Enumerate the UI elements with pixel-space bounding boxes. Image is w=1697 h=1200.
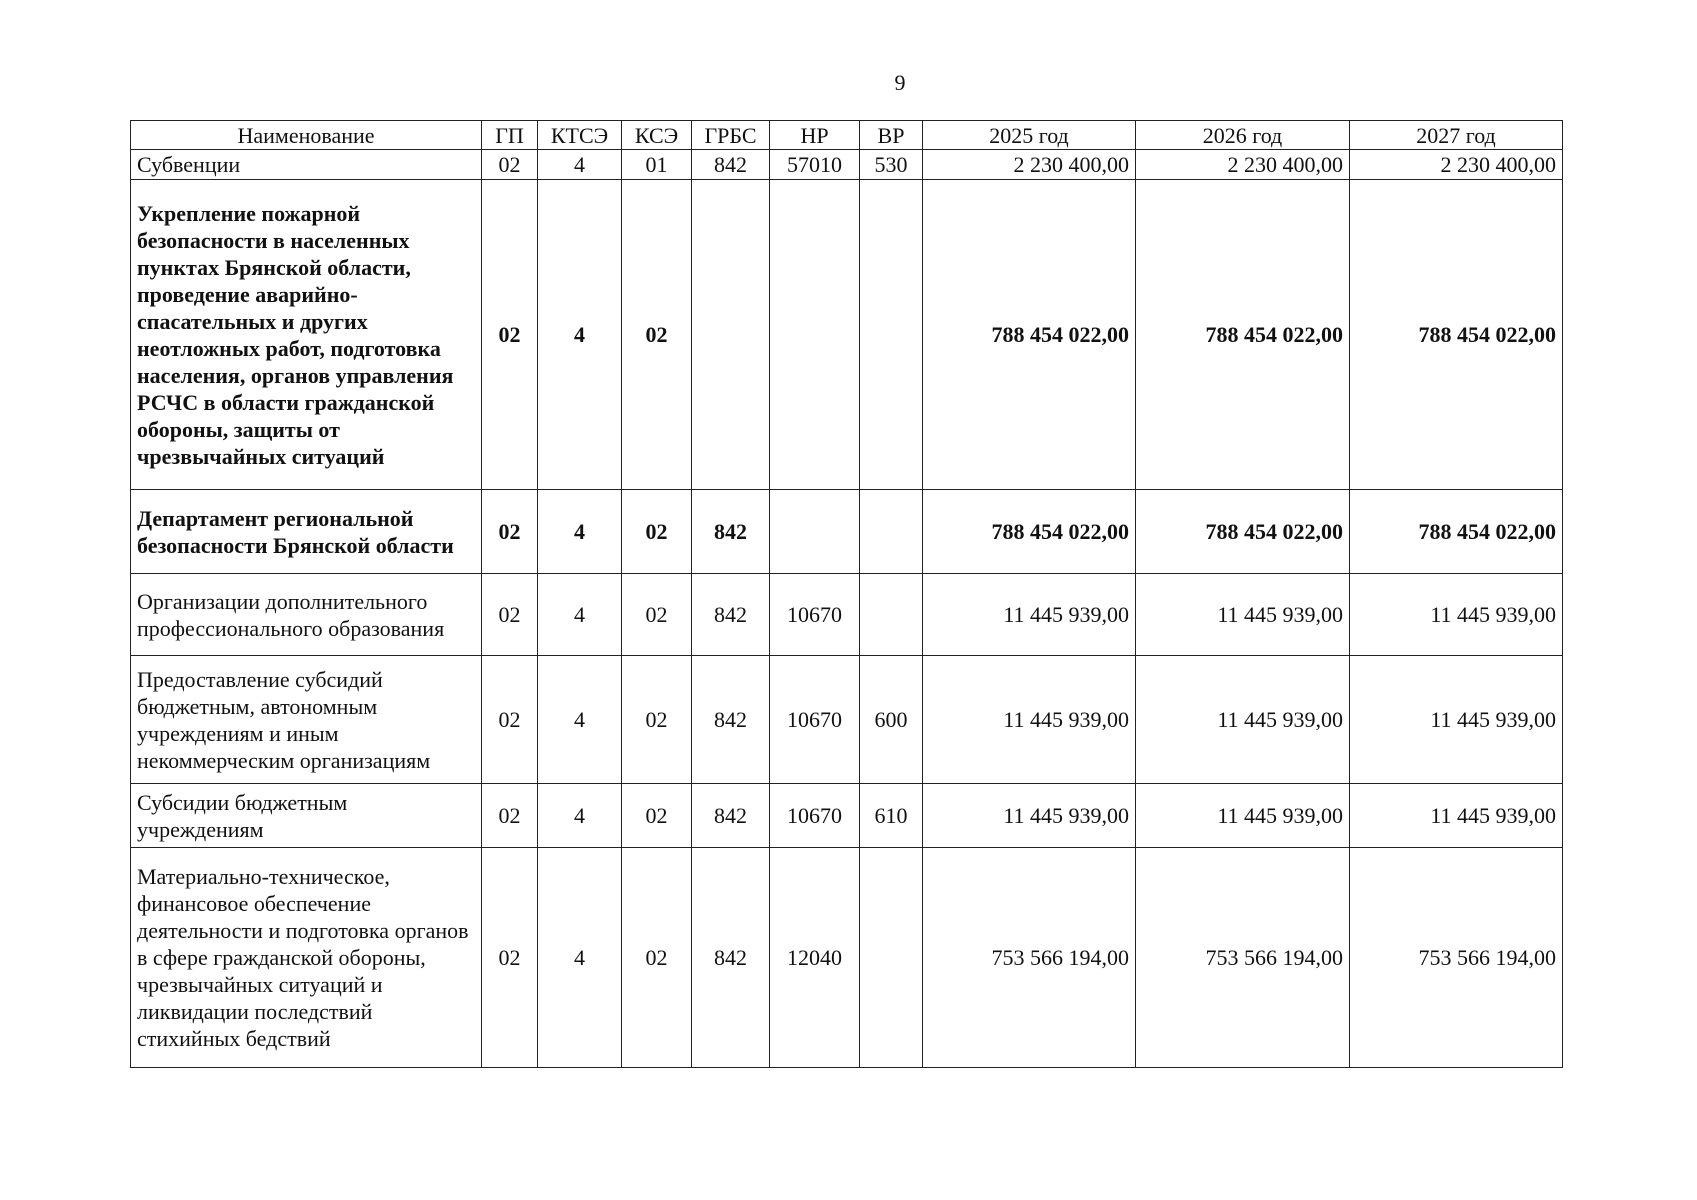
header-2026: 2026 год bbox=[1136, 121, 1350, 150]
row-ktse: 4 bbox=[538, 784, 622, 848]
row-2027: 788 454 022,00 bbox=[1350, 180, 1563, 490]
row-grbs: 842 bbox=[692, 784, 770, 848]
row-kse: 02 bbox=[622, 574, 692, 656]
row-2026: 11 445 939,00 bbox=[1136, 574, 1350, 656]
row-name: Субсидии бюджетным учреждениям bbox=[131, 784, 482, 848]
row-ktse: 4 bbox=[538, 180, 622, 490]
header-name: Наименование bbox=[131, 121, 482, 150]
row-2027: 753 566 194,00 bbox=[1350, 848, 1563, 1068]
header-vr: ВР bbox=[860, 121, 923, 150]
row-ktse: 4 bbox=[538, 656, 622, 784]
row-2026: 788 454 022,00 bbox=[1136, 490, 1350, 574]
table-row bbox=[131, 574, 1563, 656]
table-header-row bbox=[131, 121, 1563, 150]
row-grbs: 842 bbox=[692, 150, 770, 180]
row-gp: 02 bbox=[482, 848, 538, 1068]
row-ktse: 4 bbox=[538, 848, 622, 1068]
row-2026: 753 566 194,00 bbox=[1136, 848, 1350, 1068]
row-grbs: 842 bbox=[692, 656, 770, 784]
header-kse: КСЭ bbox=[622, 121, 692, 150]
row-name: Субвенции bbox=[131, 150, 482, 180]
row-vr bbox=[860, 490, 923, 574]
row-kse: 02 bbox=[622, 848, 692, 1068]
row-ktse: 4 bbox=[538, 574, 622, 656]
row-2027: 11 445 939,00 bbox=[1350, 574, 1563, 656]
row-2027: 2 230 400,00 bbox=[1350, 150, 1563, 180]
row-2025: 788 454 022,00 bbox=[923, 490, 1136, 574]
row-gp: 02 bbox=[482, 150, 538, 180]
row-2025: 11 445 939,00 bbox=[923, 574, 1136, 656]
header-nr: НР bbox=[770, 121, 860, 150]
row-2027: 788 454 022,00 bbox=[1350, 490, 1563, 574]
table-row bbox=[131, 656, 1563, 784]
row-vr: 610 bbox=[860, 784, 923, 848]
row-grbs: 842 bbox=[692, 574, 770, 656]
row-nr: 10670 bbox=[770, 574, 860, 656]
row-2027: 11 445 939,00 bbox=[1350, 784, 1563, 848]
row-grbs: 842 bbox=[692, 490, 770, 574]
row-kse: 02 bbox=[622, 490, 692, 574]
row-nr: 57010 bbox=[770, 150, 860, 180]
table-row bbox=[131, 784, 1563, 848]
row-grbs bbox=[692, 180, 770, 490]
header-gp: ГП bbox=[482, 121, 538, 150]
table-row bbox=[131, 150, 1563, 180]
row-name: Предоставление субсидий бюджетным, автономным учреждениям и иным некоммерческим организациям bbox=[131, 656, 482, 784]
row-2026: 11 445 939,00 bbox=[1136, 784, 1350, 848]
row-gp: 02 bbox=[482, 180, 538, 490]
row-vr bbox=[860, 848, 923, 1068]
row-2026: 11 445 939,00 bbox=[1136, 656, 1350, 784]
row-vr bbox=[860, 574, 923, 656]
row-2025: 11 445 939,00 bbox=[923, 784, 1136, 848]
page-number: 9 bbox=[894, 70, 906, 95]
row-gp: 02 bbox=[482, 784, 538, 848]
header-ktse: КТСЭ bbox=[538, 121, 622, 150]
table-row bbox=[131, 490, 1563, 574]
row-gp: 02 bbox=[482, 490, 538, 574]
row-vr: 530 bbox=[860, 150, 923, 180]
header-grbs: ГРБС bbox=[692, 121, 770, 150]
row-grbs: 842 bbox=[692, 848, 770, 1068]
row-kse: 02 bbox=[622, 180, 692, 490]
row-2025: 753 566 194,00 bbox=[923, 848, 1136, 1068]
row-2025: 2 230 400,00 bbox=[923, 150, 1136, 180]
row-ktse: 4 bbox=[538, 490, 622, 574]
header-2027: 2027 год bbox=[1350, 121, 1563, 150]
row-kse: 02 bbox=[622, 656, 692, 784]
row-vr bbox=[860, 180, 923, 490]
row-vr: 600 bbox=[860, 656, 923, 784]
row-nr bbox=[770, 490, 860, 574]
row-ktse: 4 bbox=[538, 150, 622, 180]
row-nr bbox=[770, 180, 860, 490]
row-gp: 02 bbox=[482, 574, 538, 656]
header-2025: 2025 год bbox=[923, 121, 1136, 150]
row-name: Материально-техническое, финансовое обеспечение деятельности и подготовка органов в сфере гражданской обороны, чрезвычайных ситуаций и ликвидации последствий стихийных бедствий bbox=[131, 848, 482, 1068]
row-kse: 01 bbox=[622, 150, 692, 180]
row-2026: 788 454 022,00 bbox=[1136, 180, 1350, 490]
table-row bbox=[131, 848, 1563, 1068]
row-name: Департамент региональной безопасности Брянской области bbox=[131, 490, 482, 574]
row-nr: 12040 bbox=[770, 848, 860, 1068]
row-2025: 11 445 939,00 bbox=[923, 656, 1136, 784]
table-row bbox=[131, 180, 1563, 490]
row-2027: 11 445 939,00 bbox=[1350, 656, 1563, 784]
row-2026: 2 230 400,00 bbox=[1136, 150, 1350, 180]
row-kse: 02 bbox=[622, 784, 692, 848]
row-gp: 02 bbox=[482, 656, 538, 784]
row-name: Организации дополнительного профессионального образования bbox=[131, 574, 482, 656]
row-nr: 10670 bbox=[770, 784, 860, 848]
budget-table bbox=[130, 120, 1563, 1068]
row-nr: 10670 bbox=[770, 656, 860, 784]
row-name: Укрепление пожарной безопасности в населенных пунктах Брянской области, проведение аварийно-спасательных и других неотложных работ, подготовка населения, органов управления РСЧС в области гражданской обороны, защиты от чрезвычайных ситуаций bbox=[131, 180, 482, 490]
row-2025: 788 454 022,00 bbox=[923, 180, 1136, 490]
